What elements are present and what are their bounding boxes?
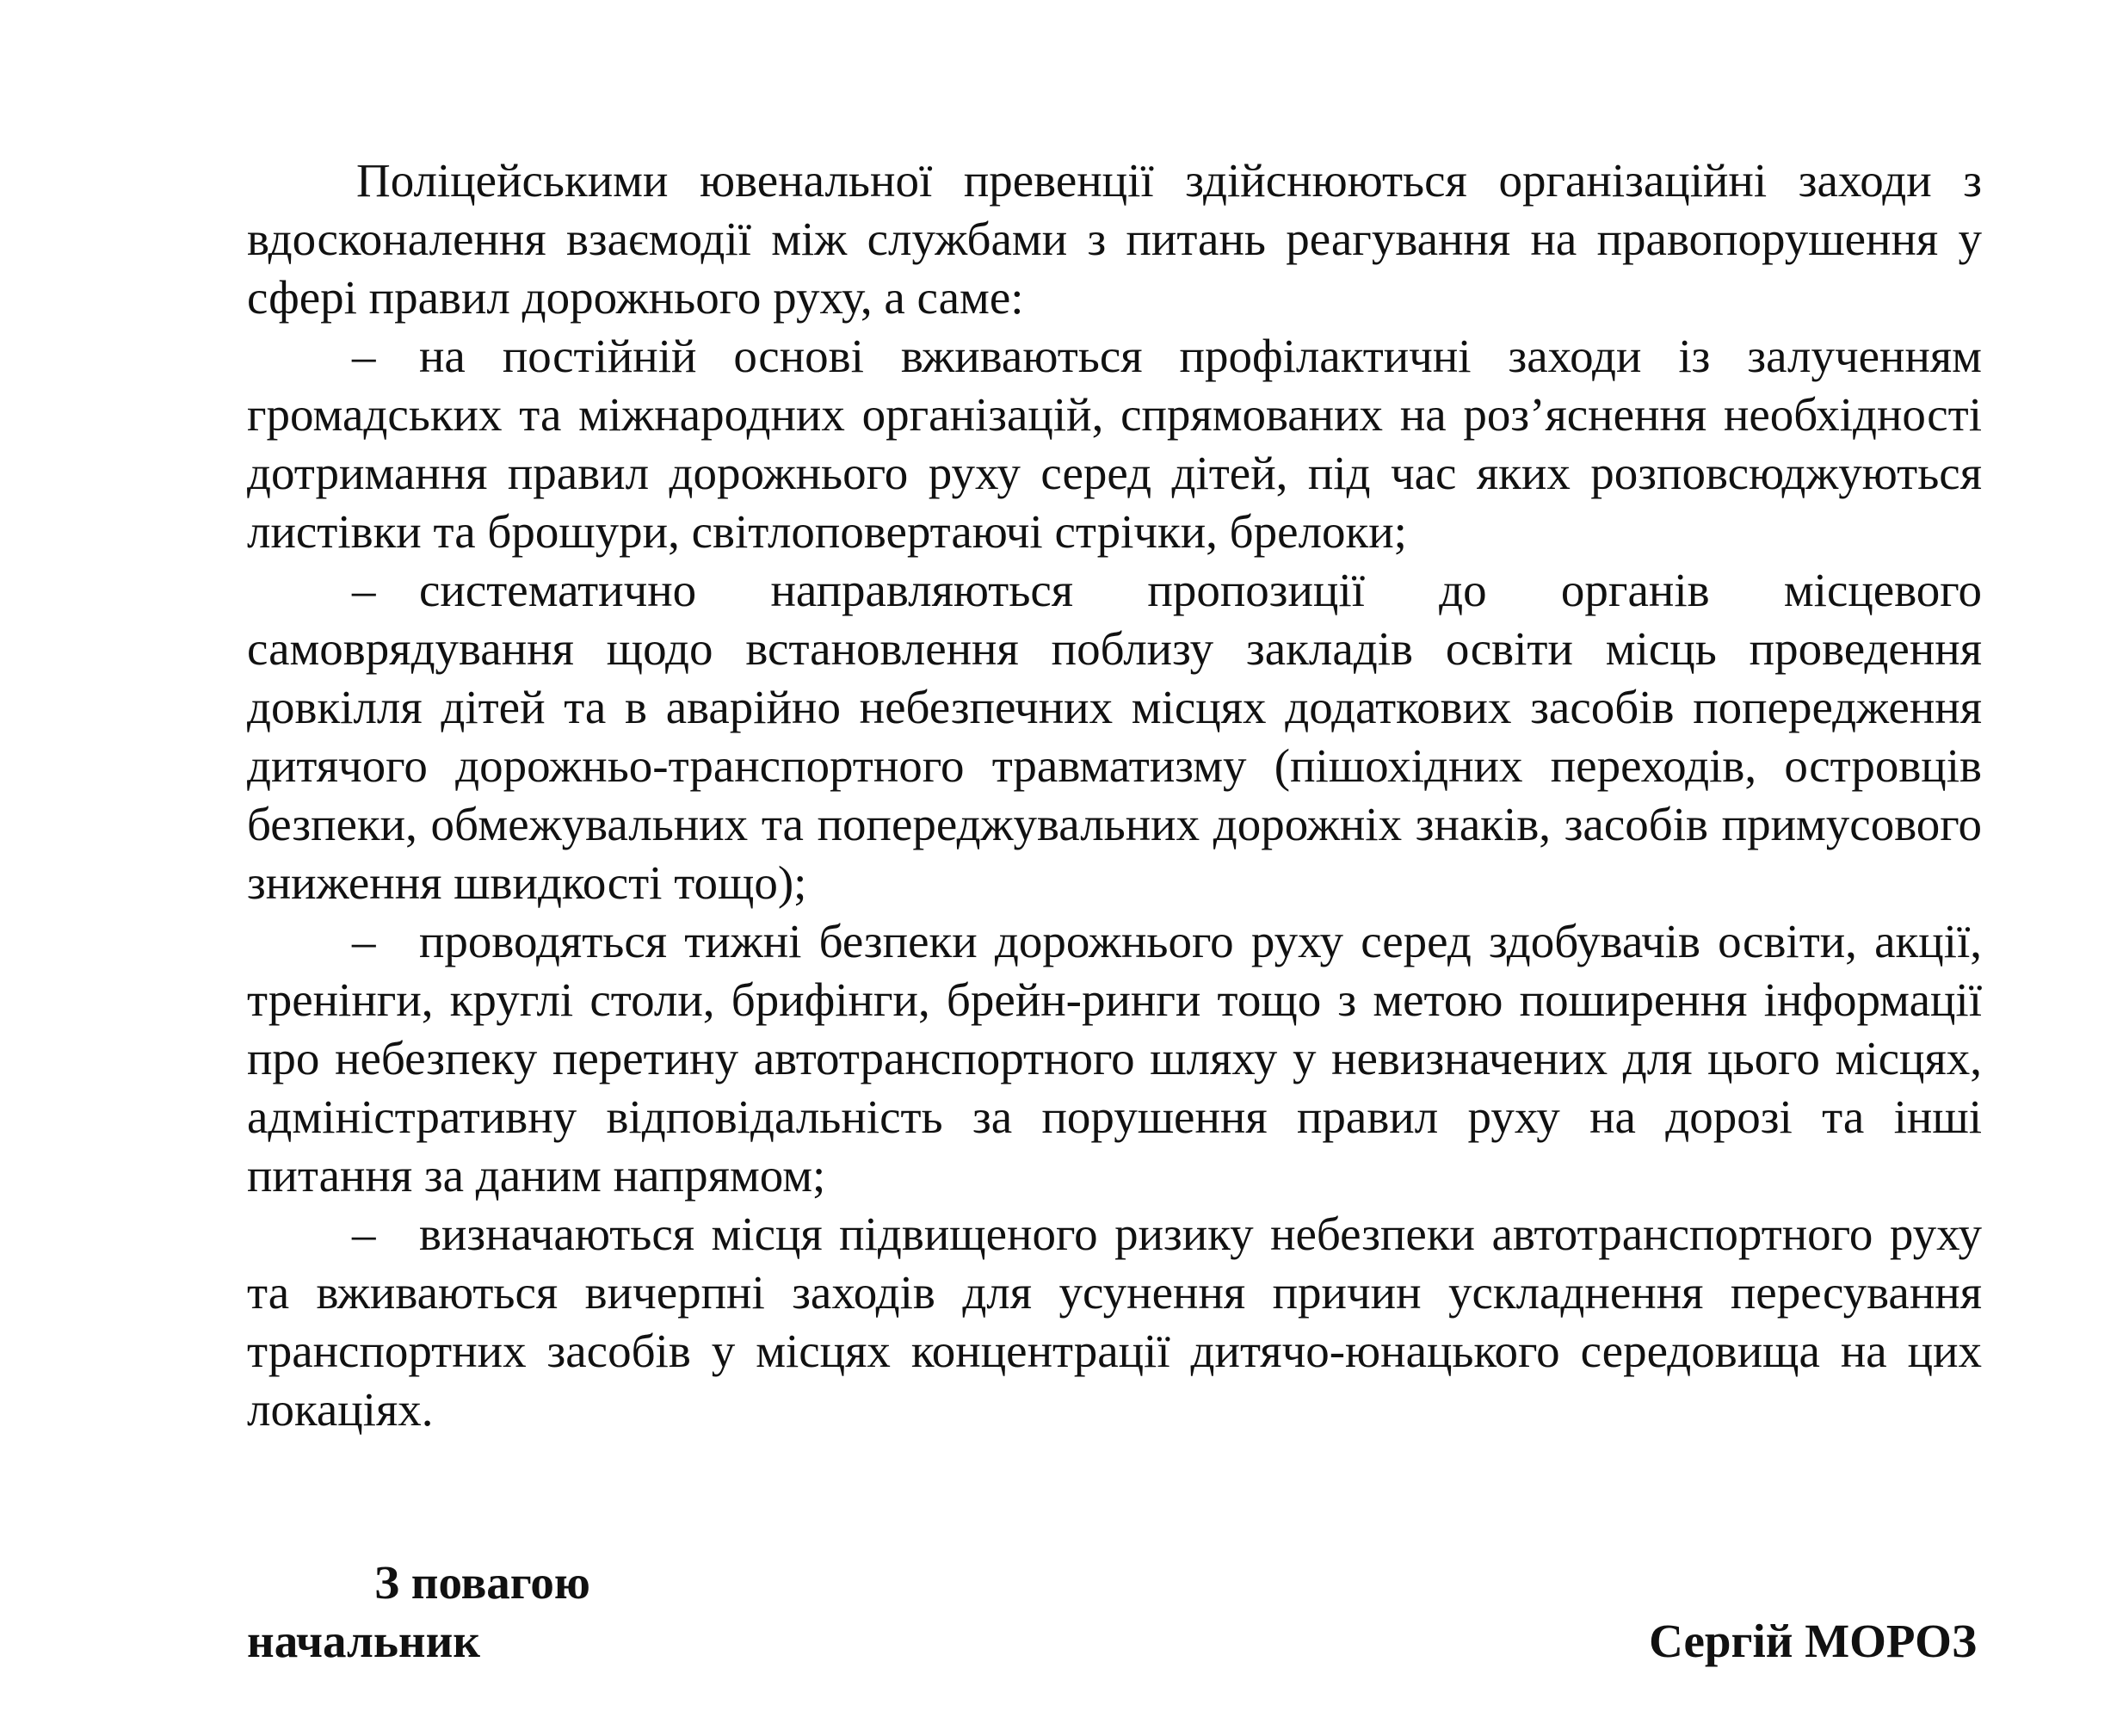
bullet-text: проводяться тижні безпеки дорожнього руху серед здобувачів освіти, акції, тренінги, круглі столи, брифінги, брейн-ринги тощо з метою поширення інформації про небезпеку перетину автотранспортного шляху у невизначених для цього місцях, адміністративну відповідальність за порушення правил руху на дорозі та інші питання за даним напрямом;: [247, 915, 1982, 1202]
signature-position: начальник: [247, 1615, 480, 1667]
bullet-text: систематично направляються пропозиції до органів місцевого самоврядування щодо встановлення поблизу закладів освіти місць проведення довкілля дітей та в аварійно небезпечних місцях додаткових засобів попередження дитячого дорожньо-транспортного травматизму (пішохідних переходів, островців безпеки, обмежувальних та попереджувальних дорожніх знаків, засобів примусового зниження швидкості тощо);: [247, 564, 1982, 909]
signature-courtesy: З повагою: [374, 1556, 590, 1609]
dash-mark: –: [352, 564, 376, 616]
dash-mark: –: [352, 915, 376, 967]
bullet-item: [247, 561, 1982, 912]
intro-paragraph: Поліцейськими ювенальної превенції здійснюються організаційні заходи з вдосконалення взаємодії між службами з питань реагування на правопорушення у сфері правил дорожнього руху, а саме:: [247, 154, 1982, 324]
dash-mark: –: [352, 1208, 376, 1260]
bullet-item: [247, 1205, 1982, 1439]
dash-mark: –: [352, 330, 376, 382]
bullet-item: [247, 912, 1982, 1205]
bullet-text: визначаються місця підвищеного ризику небезпеки автотранспортного руху та вживаються вичерпні заходів для усунення причин ускладнення пересування транспортних засобів у місцях концентрації дитячо-юнацького середовища на цих локаціях.: [247, 1208, 1982, 1436]
signature-name: Сергій МОРОЗ: [1649, 1615, 1977, 1667]
bullet-item: [247, 327, 1982, 561]
bullet-text: на постійній основі вживаються профілактичні заходи із залученням громадських та міжнародних організацій, спрямованих на роз’яснення необхідності дотримання правил дорожнього руху серед дітей, під час яких розповсюджуються листівки та брошури, світлоповертаючі стрічки, брелоки;: [247, 330, 1982, 558]
letter-body: [247, 151, 1982, 1439]
